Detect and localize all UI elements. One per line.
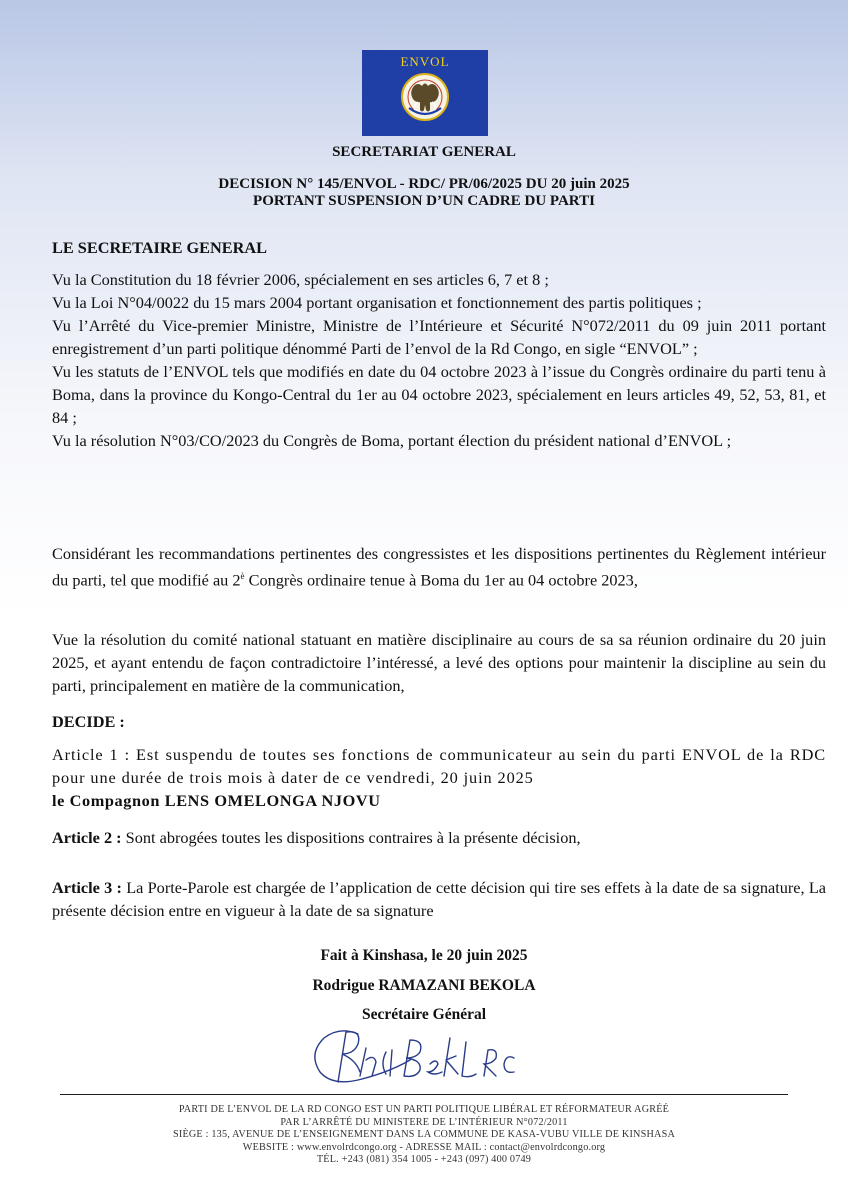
flag-party-name: ENVOL: [400, 54, 450, 69]
footer-line: PAR L’ARRÊTÉ DU MINISTERE DE L’INTÉRIEUR N°072/2011: [280, 1116, 568, 1128]
authority-heading: LE SECRETAIRE GENERAL: [52, 238, 268, 257]
article-3: [52, 876, 826, 922]
party-flag: [362, 50, 488, 136]
vue-clause: Vue la résolution du comité national statuant en matière disciplinaire au cours de sa sa réunion ordinaire du 20 juin 2025, et ayant entendu de façon contradictoire l’intéressé, a levé des options pour maintenir la discipline au sein du parti, principalement en matière de la communication,: [52, 630, 826, 695]
footer-line: SIÈGE : 135, AVENUE DE L’ENSEIGNEMENT DANS LA COMMUNE DE KASA-VUBU VILLE DE KINSHASA: [172, 1129, 676, 1141]
article-3-label: Article 3 :: [52, 878, 122, 897]
footer-line: TÉL. +243 (081) 354 1005 - +243 (097) 400 0749: [316, 1154, 532, 1166]
signatory-title: Secrétaire Général: [361, 1006, 487, 1023]
article-1: [52, 743, 826, 812]
handwritten-signature: [300, 1020, 520, 1090]
footer-divider: [60, 1094, 788, 1095]
vu-resolution: Vu la résolution N°03/CO/2023 du Congrès de Boma, portant élection du président national d’ENVOL ;: [52, 431, 732, 450]
article-1-name: le Compagnon LENS OMELONGA NJOVU: [52, 791, 381, 810]
secretariat-heading: SECRETARIAT GENERAL: [332, 144, 516, 160]
vu-clauses: [52, 268, 826, 452]
vu-arrete: Vu l’Arrêté du Vice-premier Ministre, Ministre de l’Intérieure et Sécurité N°072/2011 du 09 juin 2011 portant enregistrement d’un parti politique dénommé Parti de l’envol de la Rd Congo, en sigle “ENVOL” ;: [52, 316, 826, 358]
vu-loi: Vu la Loi N°04/0022 du 15 mars 2004 portant organisation et fonctionnement des partis politiques ;: [52, 293, 702, 312]
decision-title-line2: PORTANT SUSPENSION D’UN CADRE DU PARTI: [253, 193, 595, 209]
footer-line: WEBSITE : www.envolrdcongo.org - ADRESSE MAIL : contact@envolrdcongo.org: [242, 1141, 606, 1153]
elephant-emblem-icon: [400, 72, 450, 122]
article-2: [52, 826, 826, 849]
decision-title-line1: DECISION N° 145/ENVOL - RDC/ PR/06/2025 DU 20 juin 2025: [218, 176, 630, 192]
article-2-text: Sont abrogées toutes les dispositions contraires à la présente décision,: [121, 828, 581, 847]
considerant-clause: Considérant les recommandations pertinentes des congressistes et les dispositions pertinentes du Règlement intérieur du parti, tel que modifié au $2^è$ Congrès ordinaire tenue à Boma du 1er au 04 octobre 2023,: [52, 544, 826, 590]
footer: [0, 1104, 848, 1167]
footer-line: PARTI DE L’ENVOL DE LA RD CONGO EST UN PARTI POLITIQUE LIBÉRAL ET RÉFORMATEUR AGRÉÉ: [178, 1104, 670, 1115]
article-2-label: Article 2 :: [52, 828, 122, 847]
vu-statuts: Vu les statuts de l’ENVOL tels que modifiés en date du 04 octobre 2023 à l’issue du Congrès ordinaire du parti tenu à Boma, dans la province du Kongo-Central du 1er au 04 octobre 2023, spécialement en leurs articles 49, 52, 53, 81, et 84 ;: [52, 362, 826, 427]
signatory-name: Rodrigue RAMAZANI BEKOLA: [312, 977, 536, 994]
article-1-text: Article 1 : Est suspendu de toutes ses fonctions de communicateur au sein du parti ENVOL de la RDC pour une durée de trois mois à dater de ce vendredi, 20 juin 2025: [52, 745, 826, 787]
decision-title: [0, 176, 848, 210]
decide-heading: DECIDE :: [52, 712, 125, 731]
article-3-text: La Porte-Parole est chargée de l’application de cette décision qui tire ses effets à la date de sa signature, La présente décision entre en vigueur à la date de sa signature: [52, 878, 827, 920]
place-date: Fait à Kinshasa, le 20 juin 2025: [320, 947, 528, 964]
vu-constitution: Vu la Constitution du 18 février 2006, spécialement en ses articles 6, 7 et 8 ;: [52, 270, 549, 289]
